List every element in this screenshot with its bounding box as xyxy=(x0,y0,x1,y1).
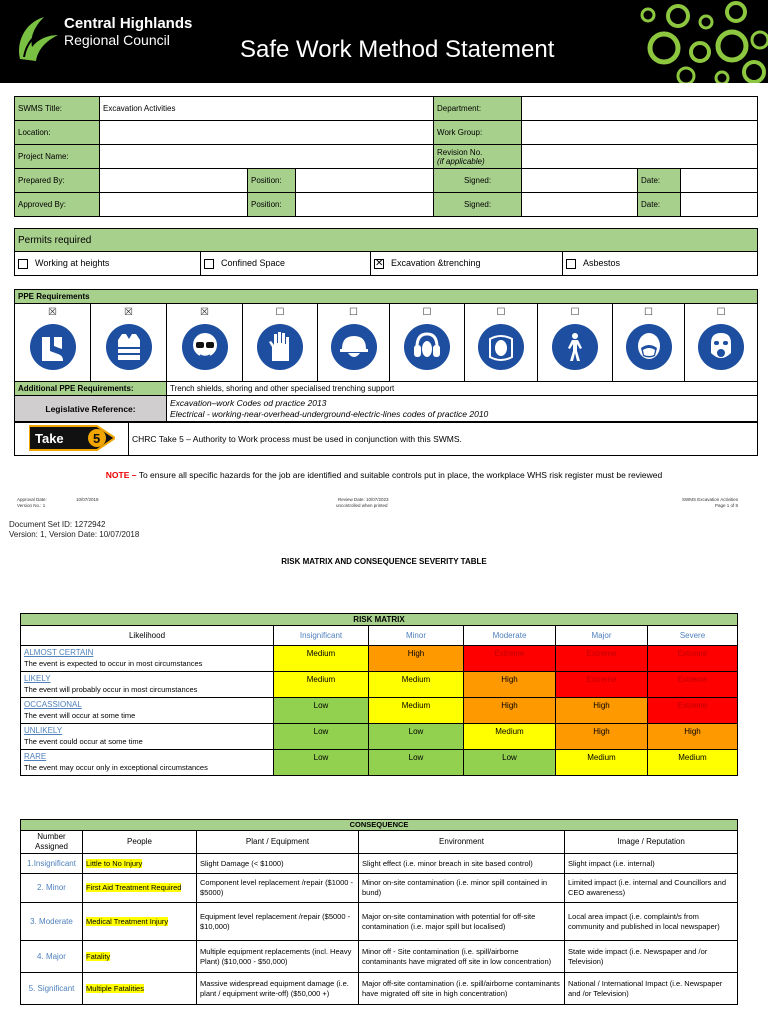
footer-version: Version No.: 1 xyxy=(17,503,46,508)
approved-by-label: Approved By: xyxy=(15,193,100,217)
risk-cell: Extreme xyxy=(556,672,648,698)
harness-icon xyxy=(559,331,591,363)
take5-logo-icon xyxy=(29,424,115,452)
approved-signed-value[interactable] xyxy=(522,193,638,217)
swms-info-table xyxy=(14,96,758,217)
risk-cell: Low xyxy=(464,750,556,776)
ppe-checkbox[interactable]: ☒ xyxy=(48,307,57,318)
respirator-icon xyxy=(705,331,737,363)
permit-excavation-trenching[interactable] xyxy=(371,252,563,276)
risk-cell: Medium xyxy=(274,646,369,672)
consequence-image: National / International Impact (i.e. Newspaper and /or Television) xyxy=(565,973,738,1005)
likelihood-name: ALMOST CERTAIN xyxy=(24,648,94,657)
consequence-environment: Major off-site contamination (i.e. spill/airborne contaminants have migrated off site in high concentration) xyxy=(359,973,565,1005)
ppe-checkbox[interactable]: ☐ xyxy=(349,307,358,318)
prepared-signed-value[interactable] xyxy=(522,169,638,193)
risk-cell: Low xyxy=(369,750,464,776)
location-value[interactable] xyxy=(100,121,434,145)
consequence-header: Insignificant xyxy=(274,626,369,646)
permit-label: Excavation &trenching xyxy=(391,258,481,269)
prepared-position-label: Position: xyxy=(248,169,296,193)
risk-cell: Medium xyxy=(648,750,738,776)
likelihood-name: OCCASSIONAL xyxy=(24,700,82,709)
additional-ppe-value: Trench shields, shoring and other specialised trenching support xyxy=(167,382,758,396)
take5-logo-text: Take xyxy=(34,430,64,446)
approved-position-label: Position: xyxy=(248,193,296,217)
risk-cell: Medium xyxy=(369,698,464,724)
footer-approval-label: Approval Date: xyxy=(17,497,47,502)
high-vis-vest-icon xyxy=(113,331,145,363)
legislative-value xyxy=(167,396,758,423)
work-group-value[interactable] xyxy=(522,121,758,145)
permit-label: Asbestos xyxy=(583,258,621,269)
likelihood-desc: The event may occur only in exceptional circumstances xyxy=(24,763,208,772)
risk-cell: Extreme xyxy=(556,646,648,672)
consequence-plant: Component level replacement /repair ($1000 - $5000) xyxy=(197,874,359,903)
consequence-col-header: People xyxy=(83,831,197,854)
approved-position-value[interactable] xyxy=(296,193,434,217)
approved-by-value[interactable] xyxy=(100,193,248,217)
note-text xyxy=(0,470,768,480)
likelihood-desc: The event will probably occur in most circumstances xyxy=(24,685,198,694)
likelihood-cell xyxy=(21,750,274,776)
people-highlight: Fatality xyxy=(86,951,111,961)
org-name: Central Highlands xyxy=(64,15,193,32)
risk-cell: High xyxy=(464,672,556,698)
section-title: RISK MATRIX AND CONSEQUENCE SEVERITY TABLE xyxy=(281,557,487,566)
consequence-environment: Major on-site contamination with potential for off-site contamination (i.e. major spill but localised) xyxy=(359,903,565,941)
consequence-col-header: Environment xyxy=(359,831,565,854)
consequence-plant: Equipment level replacement /repair ($5000 - $10,000) xyxy=(197,903,359,941)
ppe-item-harness[interactable] xyxy=(538,304,613,382)
safety-boots-icon xyxy=(37,331,69,363)
people-highlight: Multiple Fatalities xyxy=(86,983,144,993)
consequence-people xyxy=(83,941,197,973)
ppe-item-vest[interactable] xyxy=(91,304,167,382)
decorative-rings-icon xyxy=(636,0,768,83)
note-prefix: NOTE – xyxy=(105,470,137,480)
risk-cell: High xyxy=(556,724,648,750)
risk-cell: Low xyxy=(274,698,369,724)
consequence-people xyxy=(83,903,197,941)
location-label: Location: xyxy=(15,121,100,145)
consequence-col-header: Image / Reputation xyxy=(565,831,738,854)
people-highlight: Little to No Injury xyxy=(86,858,143,868)
council-logo-icon xyxy=(14,13,62,65)
footer-doc-name: SWMS Excavation Activities xyxy=(681,497,738,502)
swms-title-label: SWMS Title: xyxy=(15,97,100,121)
consequence-image: Slight impact (i.e. internal) xyxy=(565,854,738,874)
people-highlight: First Aid Treatment Required xyxy=(86,883,182,892)
page-header xyxy=(0,0,768,83)
permits-table xyxy=(14,228,758,276)
likelihood-desc: The event is expected to occur in most circumstances xyxy=(24,659,203,668)
legislative-line-1: Excavation–work Codes od practice 2013 xyxy=(170,398,327,408)
risk-cell: Low xyxy=(369,724,464,750)
likelihood-cell xyxy=(21,646,274,672)
ppe-checkbox[interactable]: ☒ xyxy=(124,307,133,318)
swms-title-value[interactable]: Excavation Activities xyxy=(100,97,434,121)
risk-cell: Extreme xyxy=(648,646,738,672)
department-value[interactable] xyxy=(522,97,758,121)
risk-cell: Low xyxy=(274,750,369,776)
people-highlight: Medical Treatment Injury xyxy=(86,916,169,926)
legislative-label: Legislative Reference: xyxy=(15,396,167,423)
ppe-item-hardhat[interactable] xyxy=(318,304,390,382)
ppe-item-dustmask[interactable] xyxy=(613,304,685,382)
risk-cell: High xyxy=(464,698,556,724)
prepared-date-value[interactable] xyxy=(681,169,758,193)
consequence-plant: Multiple equipment replacements (incl. Heavy Plant) ($10,000 - $50,000) xyxy=(197,941,359,973)
consequence-people xyxy=(83,854,197,874)
likelihood-cell xyxy=(21,724,274,750)
ppe-item-boots[interactable] xyxy=(15,304,91,382)
prepared-position-value[interactable] xyxy=(296,169,434,193)
risk-cell: High xyxy=(556,698,648,724)
consequence-people xyxy=(83,874,197,903)
face-shield-icon xyxy=(485,331,517,363)
prepared-signed-label: Signed: xyxy=(434,169,522,193)
document-set-id: Document Set ID: 1272942 xyxy=(9,520,106,529)
permits-title: Permits required xyxy=(15,229,758,252)
permit-asbestos[interactable] xyxy=(563,252,758,276)
additional-ppe-label: Additional PPE Requirements: xyxy=(15,382,167,396)
risk-cell: High xyxy=(648,724,738,750)
risk-matrix-table xyxy=(20,613,738,776)
consequence-number: 5. Significant xyxy=(21,973,83,1005)
consequence-image: State wide impact (i.e. Newspaper and /or Television) xyxy=(565,941,738,973)
likelihood-header: Likelihood xyxy=(21,626,274,646)
document-version: Version: 1, Version Date: 10/07/2018 xyxy=(9,530,140,539)
work-group-label: Work Group: xyxy=(434,121,522,145)
ppe-item-earmuffs[interactable] xyxy=(390,304,465,382)
hard-hat-icon xyxy=(338,331,370,363)
ppe-checkbox[interactable]: ☒ xyxy=(200,307,209,318)
ppe-item-glasses[interactable] xyxy=(167,304,243,382)
permit-working-at-heights[interactable] xyxy=(15,252,201,276)
safety-glasses-icon xyxy=(189,331,221,363)
gloves-icon xyxy=(264,331,296,363)
ppe-item-gloves[interactable] xyxy=(243,304,318,382)
consequence-col-header: Plant / Equipment xyxy=(197,831,359,854)
ear-muffs-icon xyxy=(411,331,443,363)
legislative-line-2: Electrical - working-near-overhead-underground-electric-lines codes of practice 2010 xyxy=(170,409,489,419)
footer-uncontrolled: uncontrolled when printed xyxy=(336,503,388,508)
permit-checkbox[interactable] xyxy=(18,259,28,269)
ppe-checkbox[interactable]: ☐ xyxy=(570,307,580,318)
consequence-table xyxy=(20,819,738,1005)
ppe-item-respirator[interactable] xyxy=(685,304,758,382)
consequence-image: Limited impact (i.e. internal and Councillors and CEO awareness) xyxy=(565,874,738,903)
ppe-checkbox[interactable]: ☐ xyxy=(422,307,432,318)
footer-page: Page 1 of 8 xyxy=(714,503,738,508)
footer-review-date: Review Date: 10/07/2023 xyxy=(338,497,389,502)
likelihood-name: UNLIKELY xyxy=(24,726,63,735)
consequence-environment: Minor off - Site contamination (i.e. spill/airborne contaminants have migrated off site in low concentration) xyxy=(359,941,565,973)
dust-mask-icon xyxy=(633,331,665,363)
ppe-checkbox[interactable]: ☐ xyxy=(275,307,285,318)
risk-cell: High xyxy=(369,646,464,672)
revision-label-text: Revision No. xyxy=(437,147,483,157)
ppe-title: PPE Requirements xyxy=(15,290,758,304)
permit-label: Working at heights xyxy=(35,258,110,269)
consequence-number: 2. Minor xyxy=(21,874,83,903)
permit-checkbox[interactable] xyxy=(566,259,576,269)
ppe-checkbox[interactable]: ☐ xyxy=(716,307,726,318)
ppe-checkbox[interactable]: ☐ xyxy=(496,307,506,318)
consequence-environment: Slight effect (i.e. minor breach in site based control) xyxy=(359,854,565,874)
consequence-caption: CONSEQUENCE xyxy=(21,820,738,831)
likelihood-desc: The event could occur at some time xyxy=(24,737,143,746)
consequence-plant: Massive widespread equipment damage (i.e. plant / equipment write-off) ($50,000 +) xyxy=(197,973,359,1005)
note-body: To ensure all specific hazards for the job are identified and suitable controls put in place, the workplace WHS risk register must be reviewed xyxy=(136,470,663,480)
consequence-number: 3. Moderate xyxy=(21,903,83,941)
take5-text: CHRC Take 5 – Authority to Work process must be used in conjunction with this SWMS. xyxy=(129,422,758,456)
consequence-col-header: Number Assigned xyxy=(21,831,83,854)
revision-label xyxy=(434,145,522,169)
likelihood-name: RARE xyxy=(24,752,47,761)
risk-cell: Medium xyxy=(464,724,556,750)
consequence-environment: Minor on-site contamination (i.e. minor spill contained in bund) xyxy=(359,874,565,903)
permit-checkbox-checked[interactable]: ✕ xyxy=(375,257,384,269)
take5-table xyxy=(14,421,758,456)
approved-signed-label: Signed: xyxy=(434,193,522,217)
approved-date-label: Date: xyxy=(638,193,681,217)
revision-value[interactable] xyxy=(522,145,758,169)
prepared-date-label: Date: xyxy=(638,169,681,193)
footer-approval-date: 10/07/2018 xyxy=(76,497,99,502)
approved-date-value[interactable] xyxy=(681,193,758,217)
project-name-label: Project Name: xyxy=(15,145,100,169)
ppe-table xyxy=(14,289,758,423)
risk-cell: Medium xyxy=(274,672,369,698)
consequence-header: Minor xyxy=(369,626,464,646)
ppe-checkbox[interactable]: ☐ xyxy=(644,307,653,318)
prepared-by-label: Prepared By: xyxy=(15,169,100,193)
take5-logo-num: 5 xyxy=(92,430,100,446)
org-subtitle: Regional Council xyxy=(64,32,170,48)
take5-logo-cell xyxy=(15,422,129,456)
consequence-header: Severe xyxy=(648,626,738,646)
permit-checkbox[interactable] xyxy=(204,259,214,269)
project-name-value[interactable] xyxy=(100,145,434,169)
likelihood-cell xyxy=(21,672,274,698)
likelihood-desc: The event will occur at some time xyxy=(24,711,136,720)
ppe-item-faceshield[interactable] xyxy=(465,304,538,382)
likelihood-name: LIKELY xyxy=(24,674,51,683)
permit-label: Confined Space xyxy=(221,258,286,269)
permit-confined-space[interactable] xyxy=(201,252,371,276)
document-meta xyxy=(9,520,139,540)
prepared-by-value[interactable] xyxy=(100,169,248,193)
risk-cell: Extreme xyxy=(648,698,738,724)
risk-cell: Extreme xyxy=(648,672,738,698)
risk-matrix-caption: RISK MATRIX xyxy=(21,614,738,626)
consequence-header: Major xyxy=(556,626,648,646)
consequence-header: Moderate xyxy=(464,626,556,646)
risk-cell: Medium xyxy=(369,672,464,698)
risk-cell: Low xyxy=(274,724,369,750)
revision-label-sub: (if applicable) xyxy=(437,156,485,166)
risk-cell: Extreme xyxy=(464,646,556,672)
consequence-number: 4. Major xyxy=(21,941,83,973)
likelihood-cell xyxy=(21,698,274,724)
consequence-image: Local area impact (i.e. complaint/s from community and published in local newspaper) xyxy=(565,903,738,941)
risk-cell: Medium xyxy=(556,750,648,776)
consequence-number: 1.Insignificant xyxy=(21,854,83,874)
page-title: Safe Work Method Statement xyxy=(240,36,555,63)
department-label: Department: xyxy=(434,97,522,121)
consequence-plant: Slight Damage (< $1000) xyxy=(197,854,359,874)
consequence-people xyxy=(83,973,197,1005)
